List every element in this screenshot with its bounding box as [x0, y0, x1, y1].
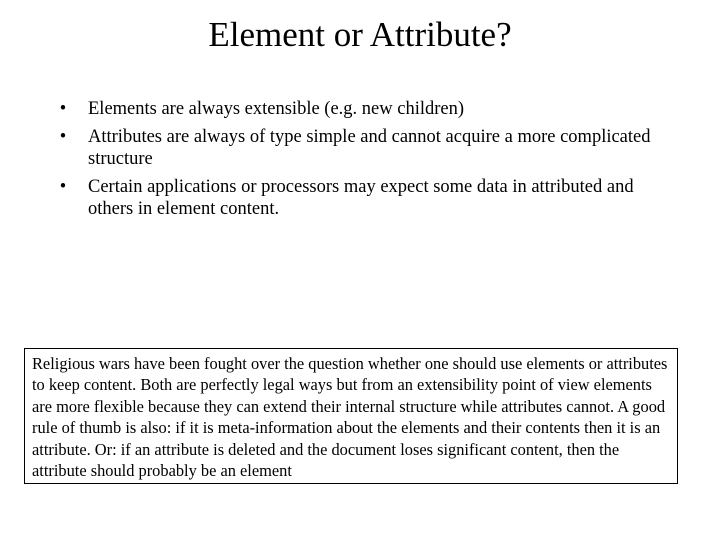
bullet-marker: • — [59, 177, 67, 197]
bullet-text: Elements are always extensible (e.g. new children) — [88, 99, 465, 119]
bullet-item — [56, 98, 676, 120]
bullet-marker: • — [59, 99, 67, 119]
bullet-marker: • — [59, 127, 67, 147]
bullet-text: Attributes are always of type simple and cannot acquire a more complicated structure — [88, 127, 651, 169]
note-box: Religious wars have been fought over the question whether one should use elements or attributes to keep content. Both are perfectly legal ways but from an extensibility point of view elements are more flexible because they can extend their internal structure while attributes cannot. A good rule of thumb is also: if it is meta-information about the elements and their contents then it is an attribute. Or: if an attribute is deleted and the document loses significant content, then the attribute should probably be an element — [24, 348, 678, 484]
slide-title: Element or Attribute? — [208, 15, 512, 54]
bullet-item — [56, 176, 676, 220]
bullet-list — [56, 98, 676, 226]
bullet-item — [56, 126, 676, 170]
bullet-text: Certain applications or processors may expect some data in attributed and others in element content. — [88, 177, 634, 219]
